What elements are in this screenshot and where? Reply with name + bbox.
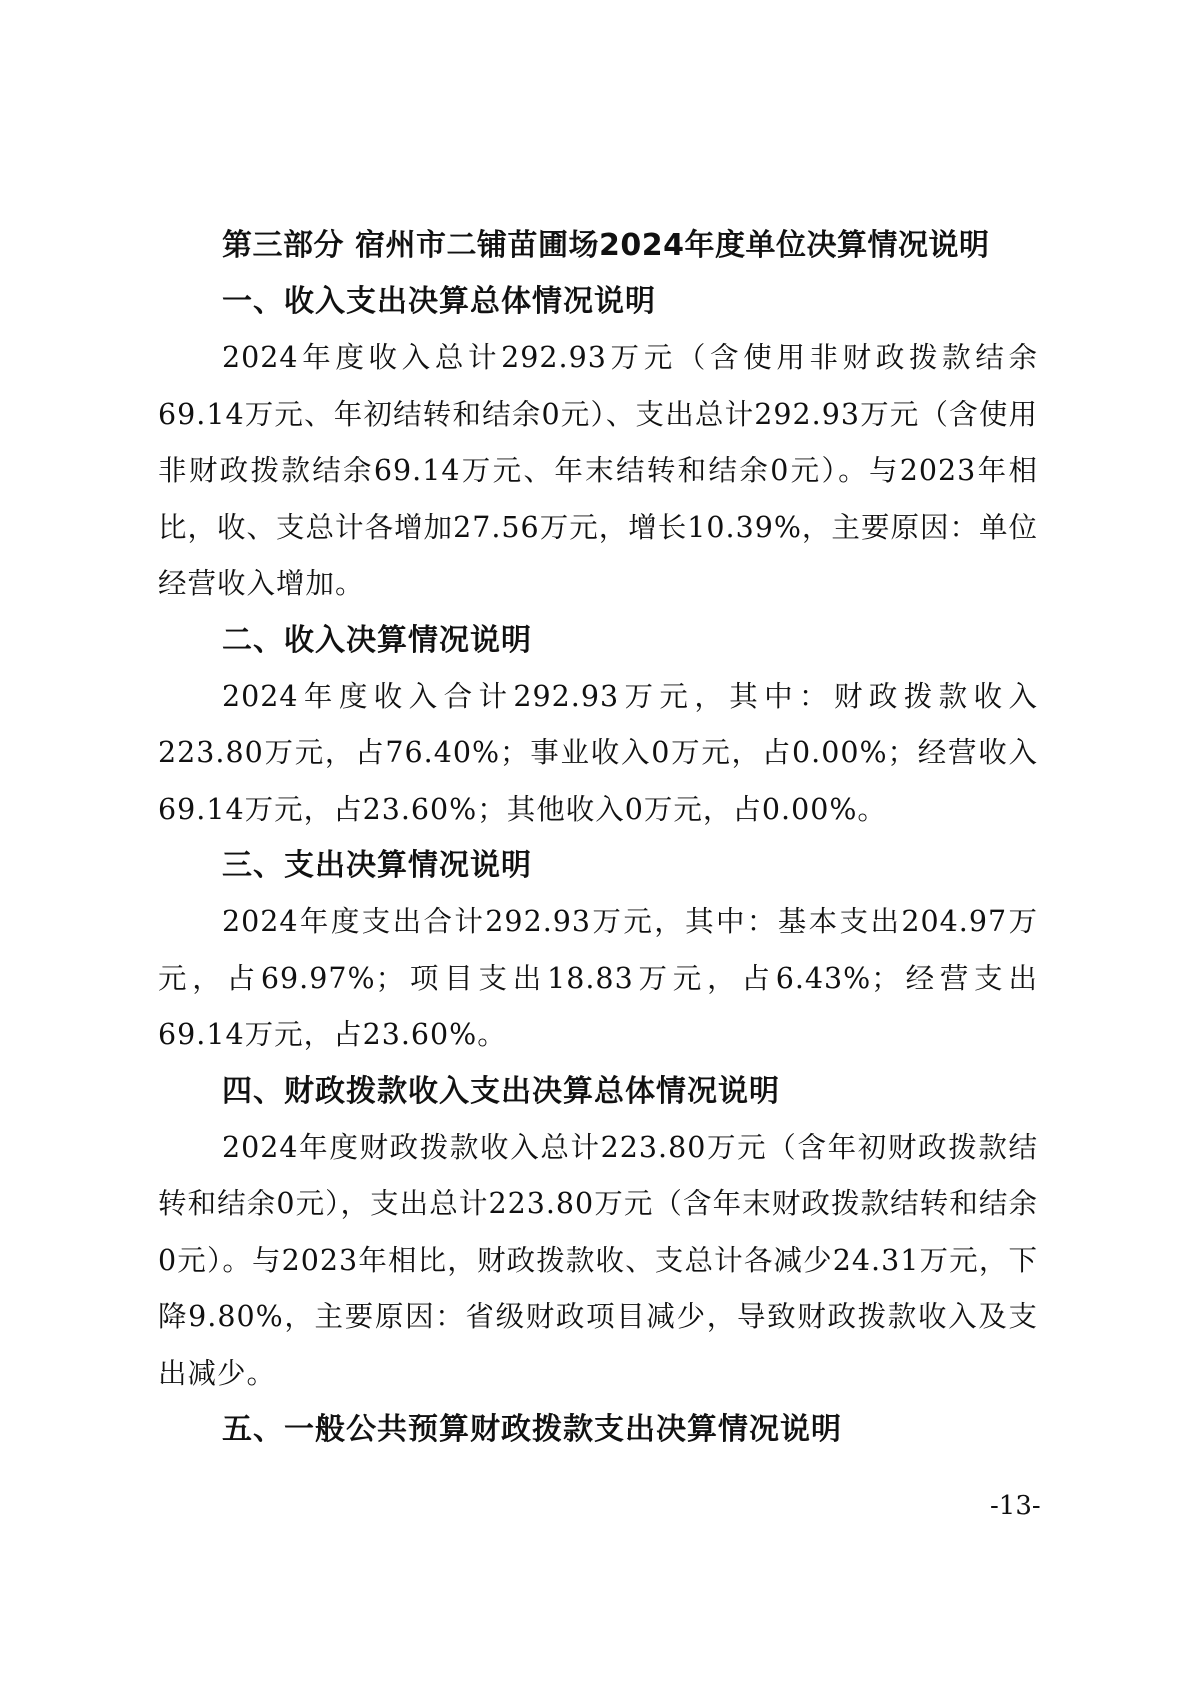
section-heading-3: 三、支出决算情况说明: [222, 848, 532, 883]
section-heading-1: 一、收入支出决算总体情况说明: [222, 284, 656, 319]
document-title: 第三部分 宿州市二铺苗圃场2024年度单位决算情况说明: [222, 228, 990, 263]
section-paragraph-4: 2024年度财政拨款收入总计223.80万元（含年初财政拨款结转和结余0元），支出总计223.80万元（含年末财政拨款结转和结余0元）。与2023年相比，财政拨款收、支总计各减少24.31万元，下降9.80%，主要原因：省级财政项目减少，导致财政拨款收入及支出减少。: [158, 1130, 1038, 1390]
section-paragraph-2: 2024年度收入合计292.93万元，其中：财政拨款收入223.80万元，占76.40%；事业收入0万元，占0.00%；经营收入69.14万元，占23.60%；其他收入0万元，占0.00%。: [158, 679, 1038, 826]
section-heading-5: 五、一般公共预算财政拨款支出决算情况说明: [222, 1412, 842, 1447]
document-body: [158, 218, 1038, 1458]
section-paragraph-3: 2024年度支出合计292.93万元，其中：基本支出204.97万元，占69.97%；项目支出18.83万元，占6.43%；经营支出69.14万元，占23.60%。: [158, 905, 1038, 1051]
section-heading-4: 四、财政拨款收入支出决算总体情况说明: [222, 1073, 780, 1109]
section-heading-2: 二、收入决算情况说明: [222, 622, 532, 658]
page-number: -13-: [990, 1491, 1041, 1521]
section-paragraph-1: 2024年度收入总计292.93万元（含使用非财政拨款结余69.14万元、年初结转和结余0元）、支出总计292.93万元（含使用非财政拨款结余69.14万元、年末结转和结余0元）。与2023年相比，收、支总计各增加27.56万元，增长10.39%，主要原因：单位经营收入增加。: [158, 341, 1038, 600]
